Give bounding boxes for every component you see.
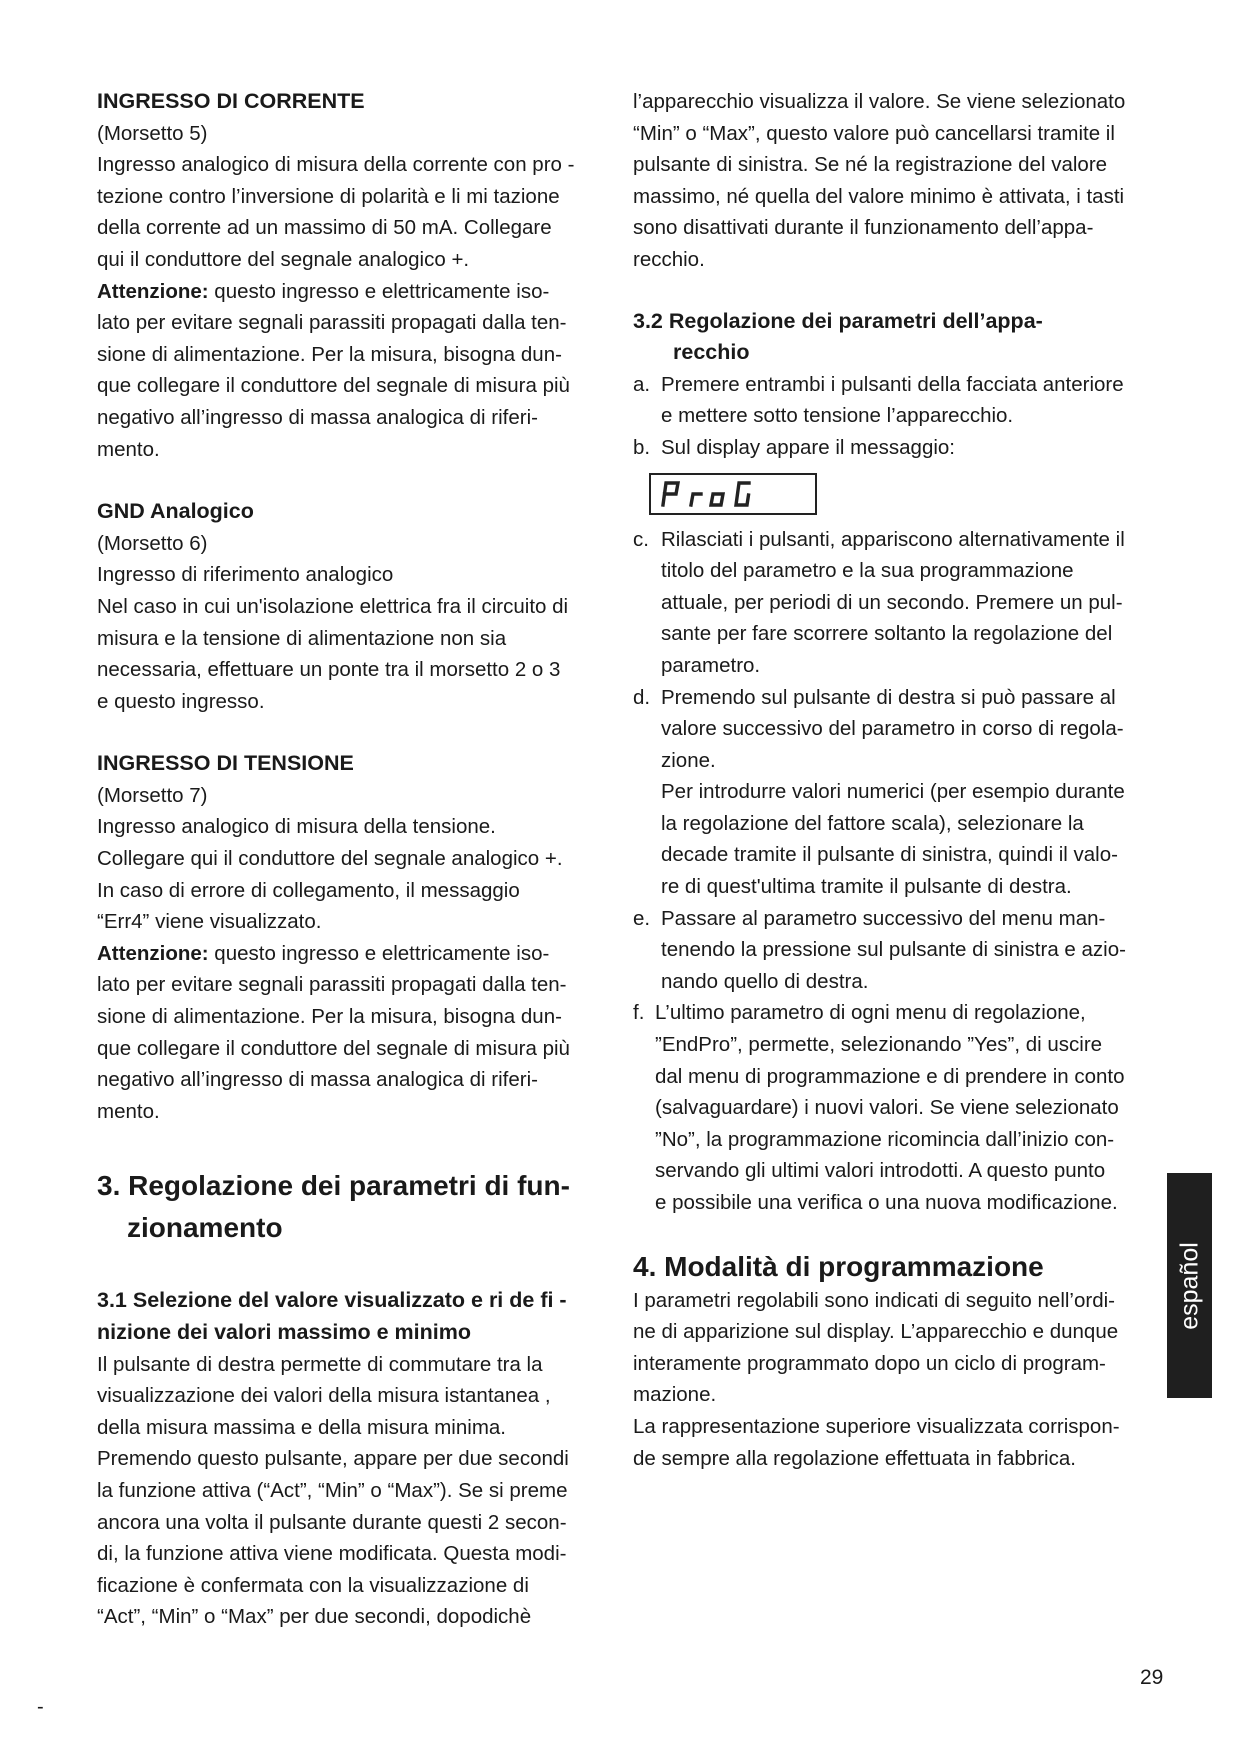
text-line: (Morsetto 6) [97,531,208,555]
attention-line [97,276,617,308]
text-line: ancora una volta il pulsante durante questi 2 secon- [97,1510,567,1534]
text-line: Per introdurre valori numerici (per esempio durante [661,780,1125,804]
text-line: servando gli ultimi valori introdotti. A questo punto [655,1159,1106,1183]
text-line: della misura massima e della misura minima. [97,1415,506,1439]
text-line: interamente programmato dopo un ciclo di program- [633,1351,1106,1375]
text-line: nando quello di destra. [661,969,869,993]
continued-text [633,86,1163,276]
text-line: dal menu di programmazione e di prendere in conto [655,1064,1125,1088]
text-line: della corrente ad un massimo di 50 mA. Collegare [97,216,552,240]
text-line: mento. [97,1099,160,1123]
text-line: que collegare il conduttore del segnale di misura più [97,374,570,398]
text-line: recchio. [633,247,705,271]
text-line: lato per evitare segnali parassiti propagati dalla ten- [97,973,567,997]
text-line: sono disattivati durante il funzionamento dell’appa- [633,216,1094,240]
attention-label: Attenzione: [97,941,209,965]
text-line: Passare al parametro successivo del menu man- [661,906,1106,930]
text-line: pulsante di sinistra. Se né la registrazione del valore [633,153,1108,177]
text-line: (Morsetto 7) [97,783,208,807]
text-line: tezione contro l’inversione di polarità e li mi tazione [97,184,560,208]
text-line: Premendo sul pulsante di destra si può passare al [661,685,1116,709]
text-line: e questo ingresso. [97,689,265,713]
text-line: qui il conduttore del segnale analogico +. [97,247,470,271]
chapter-4-body [633,1285,1163,1475]
text-line: “Err4” viene visualizzato. [97,910,322,934]
text-line: l’apparecchio visualizza il valore. Se viene selezionato [633,90,1126,113]
lcd-display-prog [649,473,817,515]
heading-ingresso-corrente: INGRESSO DI CORRENTE [97,89,365,113]
section-3-1-body [97,1349,617,1633]
chapter-3-title-line-2: zionamento [127,1212,283,1244]
text-line: I parametri regolabili sono indicati di seguito nell’ordi- [633,1288,1116,1312]
list-item-a [633,369,1163,432]
attention-text: questo ingresso e elettricamente iso- [208,941,550,965]
attention-line [97,938,617,970]
text-line: de sempre alla regolazione effettuata in fabbrica. [633,1446,1076,1470]
language-tab[interactable] [1167,1173,1212,1398]
text-line: mento. [97,437,160,461]
text-line: Il pulsante di destra permette di commutare tra la [97,1352,543,1376]
text-line: Sul display appare il messaggio: [661,435,955,459]
heading-chapter-3 [97,1165,617,1249]
text-line: e mettere sotto tensione l’apparecchio. [661,404,1014,428]
text-line: que collegare il conduttore del segnale di misura più [97,1036,570,1060]
text-line: ne di apparizione sul display. L’apparecchio e dunque [633,1320,1119,1344]
lcd-display-text [651,475,815,513]
text-line: la regolazione del fattore scala), selezionare la [661,811,1084,835]
section-3-1-title-line-1: 3.1 Selezione del valore visualizzato e ri de fi - [97,1288,567,1313]
text-line: “Min” o “Max”, questo valore può cancellarsi tramite il [633,121,1115,145]
text-line: la funzione attiva (“Act”, “Min” o “Max”). Se si preme [97,1478,568,1502]
text-line: ficazione è confermata con la visualizzazione di [97,1573,529,1597]
text-line: (salvaguardare) i nuovi valori. Se viene selezionato [655,1096,1119,1120]
heading-gnd-analogico: GND Analogico [97,499,254,524]
text-line: lato per evitare segnali parassiti propagati dalla ten- [97,311,567,335]
attention-text: questo ingresso e elettricamente iso- [208,279,550,303]
heading-section-3-1 [97,1285,617,1348]
text-line: ”EndPro”, permette, selezionando ”Yes”, di uscire [655,1033,1103,1057]
text-line: parametro. [661,653,761,677]
list-label: e. [633,906,651,930]
section-3-2-title-line-2: recchio [673,340,750,365]
text-line: In caso di errore di collegamento, il messaggio [97,878,520,902]
list-item-f [633,997,1163,1218]
text-line: sione di alimentazione. Per la misura, bisogna dun- [97,1005,562,1029]
list-item-c [633,524,1163,682]
section-3-1-title-line-2: nizione dei valori massimo e minimo [97,1320,471,1344]
text-line: “Act”, “Min” o “Max” per due secondi, dopodichè [97,1605,532,1629]
list-label: d. [633,685,651,709]
text-line: Premendo questo pulsante, appare per due secondi [97,1447,569,1471]
text-line: zione. [661,748,716,772]
text-line: decade tramite il pulsante di sinistra, quindi il valo- [661,843,1118,867]
text-line: titolo del parametro e la sua programmazione [661,559,1074,583]
attention-label: Attenzione: [97,279,209,303]
list-item-b [633,432,1163,464]
heading-chapter-4: 4. Modalità di programmazione [633,1250,1044,1282]
list-label: f. [633,1001,645,1025]
text-line: Premere entrambi i pulsanti della facciata anteriore [661,372,1124,396]
text-line: di, la funzione attiva viene modificata. Questa modi- [97,1542,567,1566]
text-line: Rilasciati i pulsanti, appariscono alternativamente il [661,527,1125,551]
list-label: c. [633,527,649,551]
text-line: Nel caso in cui un'isolazione elettrica fra il circuito di [97,594,569,618]
text-line: necessaria, effettuare un ponte tra il morsetto 2 o 3 [97,658,561,682]
text-line: sione di alimentazione. Per la misura, bisogna dun- [97,342,562,366]
text-line: ”No”, la programmazione ricomincia dall’inizio con- [655,1127,1115,1151]
footer-mark: - [37,1696,44,1718]
text-line: sante per fare scorrere soltanto la regolazione del [661,622,1113,646]
page-number: 29 [1140,1666,1164,1689]
text-line: misura e la tensione di alimentazione non sia [97,626,507,650]
list-item-e [633,903,1163,998]
language-tab-label: español [1175,1241,1203,1330]
text-line: (Morsetto 5) [97,121,208,145]
list-item-d [633,682,1163,903]
list-label: a. [633,372,651,396]
section-3-2-title-line-1: 3.2 Regolazione dei parametri dell’appa- [633,308,1043,333]
text-line: e possibile una verifica o una nuova modificazione. [655,1191,1118,1214]
text-line: Collegare qui il conduttore del segnale analogico +. [97,847,563,871]
text-line: mazione. [633,1383,717,1407]
text-line: re di quest'ultima tramite il pulsante di destra. [661,875,1072,899]
chapter-3-title-line-1: 3. Regolazione dei parametri di fun- [97,1170,570,1202]
text-line: L’ultimo parametro di ogni menu di regolazione, [655,1001,1086,1025]
sec3-body [97,780,617,1128]
heading-section-3-2 [633,306,1163,369]
text-line: La rappresentazione superiore visualizzata corrispon- [633,1414,1120,1438]
sec2-body [97,528,617,718]
text-line: valore successivo del parametro in corso di regola- [661,717,1124,741]
text-line: visualizzazione dei valori della misura istantanea , [97,1384,551,1408]
text-line: tenendo la pressione sul pulsante di sinistra e azio- [661,938,1126,962]
left-column [97,86,617,1633]
text-line: negativo all’ingresso di massa analogica di riferi- [97,1068,538,1092]
sec1-body [97,118,617,466]
right-column [633,86,1163,1474]
heading-ingresso-tensione: INGRESSO DI TENSIONE [97,751,354,776]
text-line: Ingresso analogico di misura della tensione. [97,815,496,839]
text-line: negativo all’ingresso di massa analogica di riferi- [97,405,538,429]
list-label: b. [633,435,651,459]
text-line: massimo, né quella del valore minimo è attivata, i tasti [633,184,1125,208]
text-line: attuale, per periodi di un secondo. Premere un pul- [661,590,1123,614]
text-line: Ingresso analogico di misura della corrente con pro - [97,153,575,177]
text-line: Ingresso di riferimento analogico [97,563,394,587]
